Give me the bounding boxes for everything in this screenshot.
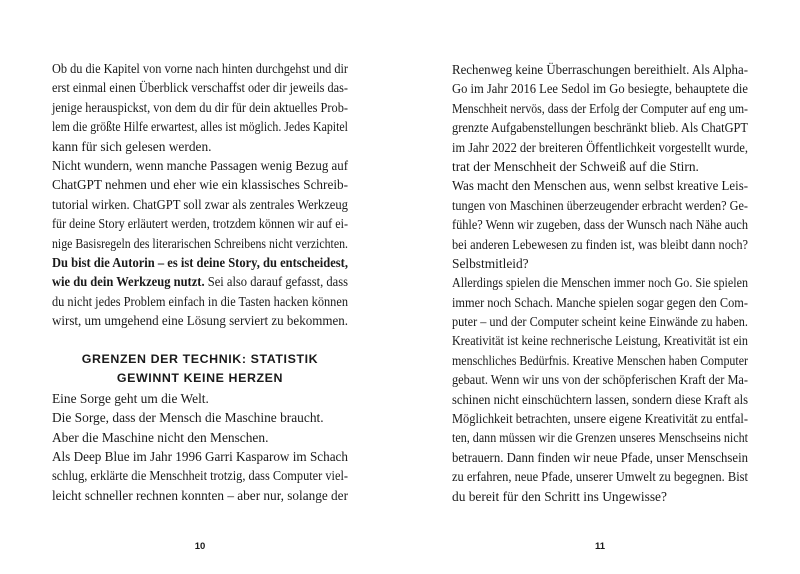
line-content [52, 292, 348, 311]
line-text: lem die größte Hilfe erwartest, alles ist möglich. Jedes Kapitel [52, 119, 348, 135]
line-text: wirst, um umgehend eine Lösung serviert zu bekommen. [52, 313, 348, 329]
text-line [452, 331, 748, 350]
text-line [452, 60, 748, 79]
left-page-text [52, 59, 348, 505]
line-content [452, 118, 748, 137]
text-line [52, 389, 348, 408]
line-text: Selbstmitleid? [452, 255, 529, 271]
text-line [52, 486, 348, 505]
line-text: ten, dann müssen wir die Grenzen unseres Menschseins nicht [452, 430, 748, 446]
text-line [452, 351, 748, 370]
text-line [52, 253, 348, 272]
text-line [52, 78, 348, 97]
line-text: betrauern. Dann finden wir neue Pfade, unser Menschsein [452, 449, 748, 465]
line-text: Die Sorge, dass der Mensch die Maschine braucht. [52, 410, 324, 426]
line-content [52, 195, 348, 214]
line-text: tutorial wirken. ChatGPT soll zwar als zentrales Werkzeug [52, 196, 348, 212]
line-content [52, 253, 348, 272]
line-text: im Jahr 2022 der breiteren Öffentlichkeit vorgestellt wurde, [452, 139, 748, 155]
line-content [452, 390, 748, 409]
line-text: jenige herauspickst, von dem du dir für dein aktuelles Prob- [52, 99, 348, 115]
line-content [452, 293, 748, 312]
line-content [452, 312, 748, 331]
bold-emphasis: wie du dein Werkzeug nutzt. [52, 274, 205, 290]
line-content [52, 59, 348, 78]
text-line [52, 214, 348, 233]
text-line [452, 176, 748, 195]
section-heading: GEWINNT KEINE HERZEN [116, 371, 284, 386]
line-text: Menschheit nervös, dass der Erfolg der Computer auf eng um- [452, 100, 748, 116]
line-text: schinen nicht einschüchtern lassen, sondern diese Kraft als [452, 391, 748, 407]
line-content [452, 487, 667, 506]
line-content [452, 60, 748, 79]
text-line [452, 467, 748, 486]
spacer [52, 330, 348, 350]
text-line [52, 156, 348, 175]
text-line [52, 98, 348, 117]
line-text: schlug, erklärte die Menschheit trotzig, dass Computer viel- [52, 468, 348, 484]
line-text: leicht schneller rechnen konnten – aber nur, solange der [52, 487, 348, 503]
line-content [52, 447, 348, 466]
line-content [452, 235, 748, 254]
line-text: ChatGPT nehmen und eher wie ein klassisches Schreib- [52, 177, 348, 193]
page-number: 11 [594, 541, 606, 552]
line-content [452, 428, 748, 447]
line-content [452, 273, 748, 292]
text-line [452, 99, 748, 118]
line-content [52, 98, 348, 117]
line-content [452, 215, 748, 234]
line-text: du bereit für den Schritt ins Ungewisse? [452, 488, 667, 504]
right-page-text [452, 60, 748, 506]
line-text: immer noch Schach. Manche spielen sogar gegen den Com- [452, 294, 748, 310]
line-text: menschliches Bedürfnis. Kreative Menschen haben Computer [452, 352, 748, 368]
line-text: Kreativität ist keine rechnerische Leistung, Kreativität ist ein [452, 333, 748, 349]
text-line [52, 175, 348, 194]
text-line [452, 157, 748, 176]
bold-emphasis: Du bist die Autorin – es ist deine Story, du entscheidest, [52, 254, 348, 270]
line-content [52, 466, 348, 485]
text-line [452, 448, 748, 467]
line-text: zu erfahren, neue Pfade, unserer Umwelt zu begegnen. Bist [452, 469, 748, 485]
right-page [400, 0, 800, 574]
text-line [452, 196, 748, 215]
line-text: tungen von Maschinen überzeugender erbracht werden? Ge- [452, 197, 748, 213]
line-content [52, 486, 348, 505]
line-content [52, 78, 348, 97]
line-content [452, 370, 748, 389]
line-text: puter – und der Computer scheint keine Einwände zu haben. [452, 314, 748, 330]
text-line [52, 272, 348, 291]
line-text: du nicht jedes Problem einfach in die Tasten hacken können [52, 293, 348, 309]
line-content [452, 351, 748, 370]
text-line [52, 195, 348, 214]
text-line [452, 273, 748, 292]
text-line [52, 447, 348, 466]
line-content [452, 79, 748, 98]
line-text: trat der Menschheit der Schweiß auf die Stirn. [452, 158, 699, 174]
line-text: Sei also darauf gefasst, dass [204, 274, 348, 290]
text-line [52, 428, 348, 447]
text-line [452, 293, 748, 312]
line-content [452, 196, 748, 215]
line-content [52, 175, 348, 194]
text-line [452, 370, 748, 389]
line-content [52, 156, 348, 175]
text-line [52, 59, 348, 78]
line-text: Go im Jahr 2016 Lee Sedol im Go besiegte, behauptete die [452, 81, 748, 97]
line-content [52, 137, 212, 156]
line-content [52, 311, 348, 330]
text-line [452, 487, 748, 506]
text-line [452, 138, 748, 157]
line-text: Rechenweg keine Überraschungen bereithielt. Als Alpha- [452, 62, 748, 77]
line-content [52, 272, 348, 291]
line-text: Allerdings spielen die Menschen immer noch Go. Sie spielen [452, 275, 748, 291]
line-text: nige Basisregeln des literarischen Schreibens nicht verzichten. [52, 235, 348, 251]
line-content [452, 467, 748, 486]
line-text: für deine Story erläutert werden, trotzdem können wir auf ei- [52, 216, 348, 232]
text-line [452, 428, 748, 447]
line-text: fühle? Wenn wir zugeben, dass der Wunsch nach Nähe auch [452, 217, 748, 233]
text-line [52, 137, 348, 156]
line-content [52, 234, 348, 253]
line-text: grenzte Aufgabenstellungen beschränkt blieb. Als ChatGPT [452, 120, 748, 136]
text-line [52, 117, 348, 136]
section-heading: GRENZEN DER TECHNIK: STATISTIK [81, 352, 319, 367]
line-text: Was macht den Menschen aus, wenn selbst kreative Leis- [452, 178, 748, 194]
text-line [452, 215, 748, 234]
line-content [452, 409, 748, 428]
line-content [52, 214, 348, 233]
line-text: Möglichkeit betrachten, unsere eigene Kreativität zu entfal- [452, 411, 748, 427]
line-content [452, 138, 748, 157]
text-line [452, 312, 748, 331]
text-line [452, 409, 748, 428]
text-line [52, 466, 348, 485]
line-content [52, 389, 209, 408]
line-text: Ob du die Kapitel von vorne nach hinten durchgehst und dir [52, 61, 348, 76]
line-text: kann für sich gelesen werden. [52, 138, 212, 154]
line-text: Eine Sorge geht um die Welt. [52, 390, 209, 406]
line-content [52, 408, 324, 427]
text-line [52, 311, 348, 330]
text-line [452, 79, 748, 98]
line-content [452, 176, 748, 195]
line-text: Nicht wundern, wenn manche Passagen wenig Bezug auf [52, 157, 348, 173]
text-line [452, 390, 748, 409]
line-content [452, 157, 699, 176]
line-content [452, 99, 748, 118]
line-content [452, 331, 748, 350]
page-number: 10 [194, 541, 206, 552]
line-text: bei anderen Lebewesen zu finden ist, was bleibt dann noch? [452, 236, 748, 252]
text-line [52, 234, 348, 253]
text-line [52, 408, 348, 427]
line-text: gebaut. Wenn wir uns von der schöpferischen Kraft der Ma- [452, 372, 748, 388]
line-content [52, 117, 348, 136]
line-content [452, 448, 748, 467]
text-line [452, 118, 748, 137]
text-line [452, 235, 748, 254]
line-text: Als Deep Blue im Jahr 1996 Garri Kasparow im Schach [52, 449, 348, 465]
line-text: Aber die Maschine nicht den Menschen. [52, 429, 269, 445]
line-text: erst einmal einen Überblick verschaffst oder dir jeweils das- [52, 80, 348, 96]
text-line [452, 254, 748, 273]
line-content [452, 254, 529, 273]
text-line [52, 292, 348, 311]
line-content [52, 428, 268, 447]
